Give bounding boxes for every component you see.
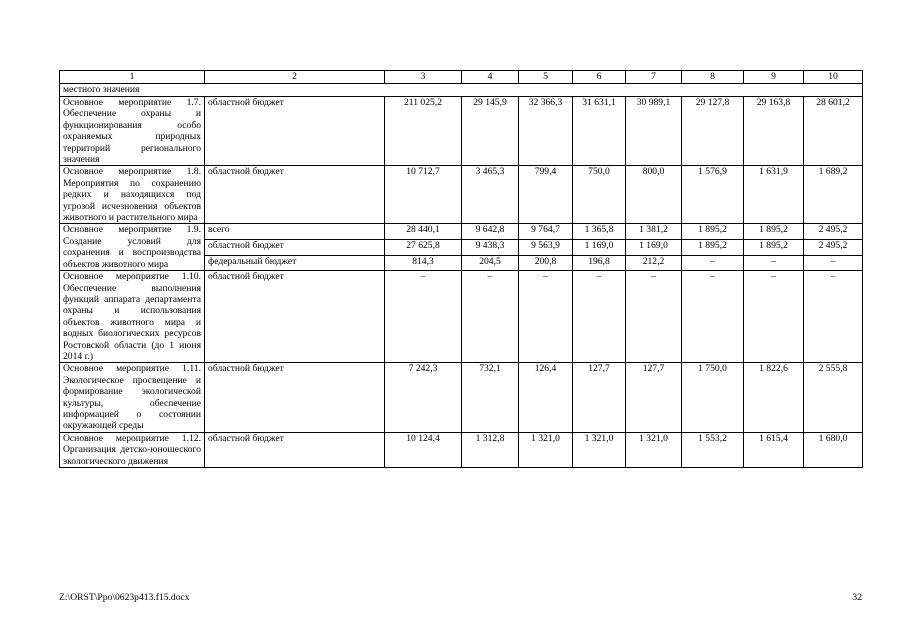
amount-cell: 196,8	[573, 255, 626, 271]
amount-cell: 127,7	[573, 363, 626, 432]
table-row	[60, 166, 863, 224]
table-row	[60, 97, 863, 166]
amount-cell: 1 631,9	[744, 166, 804, 224]
amount-cell: 27 625,8	[385, 240, 462, 256]
amount-cell: 3 465,3	[462, 166, 519, 224]
amount-cell: 1 822,6	[744, 363, 804, 432]
amount-cell: 732,1	[462, 363, 519, 432]
amount-cell: 750,0	[573, 166, 626, 224]
continuation-text: местного значения	[60, 84, 863, 97]
budget-table	[59, 70, 863, 468]
footer-file-path: Z:\ORST\Ppo\0623p413.f15.docx	[59, 592, 190, 603]
amount-cell: 814,3	[385, 255, 462, 271]
amount-cell: 29 163,8	[744, 97, 804, 166]
table-body	[60, 71, 863, 468]
funding-source-cell: областной бюджет	[205, 363, 385, 432]
funding-source-cell: всего	[205, 224, 385, 240]
amount-cell: 1 750,0	[682, 363, 744, 432]
amount-cell: 9 438,3	[462, 240, 519, 256]
amount-cell: 9 563,9	[519, 240, 573, 256]
amount-cell: 127,7	[626, 363, 682, 432]
amount-cell: 1 680,0	[804, 432, 863, 467]
column-number-cell: 5	[519, 71, 573, 84]
amount-cell: 30 989,1	[626, 97, 682, 166]
amount-cell: 1 321,0	[626, 432, 682, 467]
measure-name-cell: Основное мероприятие 1.7. Обеспечение охраны и функционирования особо охраняемых природных территорий регионального значения	[60, 97, 205, 166]
measure-name-cell: Основное мероприятие 1.11. Экологическое просвещение и формирование экологической культуры, обеспечение информацией о состоянии окружающей среды	[60, 363, 205, 432]
amount-cell: –	[462, 271, 519, 363]
amount-cell: 1 689,2	[804, 166, 863, 224]
funding-source-cell: областной бюджет	[205, 432, 385, 467]
column-number-cell: 3	[385, 71, 462, 84]
amount-cell: –	[682, 271, 744, 363]
column-number-cell: 9	[744, 71, 804, 84]
amount-cell: 10 124,4	[385, 432, 462, 467]
measure-name-cell: Основное мероприятие 1.10. Обеспечение выполнения функций аппарата департамента охраны и использования объектов животного мира и водных биологических ресурсов Ростовской области (до 1 июня 2014 г.)	[60, 271, 205, 363]
amount-cell: 29 127,8	[682, 97, 744, 166]
funding-source-cell: федеральный бюджет	[205, 255, 385, 271]
column-number-cell: 10	[804, 71, 863, 84]
amount-cell: 9 642,8	[462, 224, 519, 240]
amount-cell: –	[804, 255, 863, 271]
amount-cell: 800,0	[626, 166, 682, 224]
amount-cell: 1 381,2	[626, 224, 682, 240]
amount-cell: 1 321,0	[573, 432, 626, 467]
amount-cell: –	[573, 271, 626, 363]
funding-source-cell: областной бюджет	[205, 97, 385, 166]
amount-cell: 1 312,8	[462, 432, 519, 467]
amount-cell: 1 169,0	[626, 240, 682, 256]
table-row	[60, 432, 863, 467]
funding-source-cell: областной бюджет	[205, 240, 385, 256]
continuation-row	[60, 84, 863, 97]
column-number-cell: 7	[626, 71, 682, 84]
amount-cell: 31 631,1	[573, 97, 626, 166]
amount-cell: 1 365,8	[573, 224, 626, 240]
amount-cell: –	[744, 255, 804, 271]
funding-source-cell: областной бюджет	[205, 166, 385, 224]
amount-cell: 9 764,7	[519, 224, 573, 240]
measure-name-cell: Основное мероприятие 1.12. Организация детско-юношеского экологического движения	[60, 432, 205, 467]
amount-cell: 204,5	[462, 255, 519, 271]
amount-cell: 28 601,2	[804, 97, 863, 166]
amount-cell: –	[682, 255, 744, 271]
amount-cell: 29 145,9	[462, 97, 519, 166]
amount-cell: –	[744, 271, 804, 363]
funding-source-cell: областной бюджет	[205, 271, 385, 363]
amount-cell: 200,8	[519, 255, 573, 271]
column-number-cell: 4	[462, 71, 519, 84]
amount-cell: 126,4	[519, 363, 573, 432]
amount-cell: –	[804, 271, 863, 363]
amount-cell: 2 555,8	[804, 363, 863, 432]
measure-name-cell: Основное мероприятие 1.9. Создание условий для сохранения и воспроизводства объектов животного мира	[60, 224, 205, 271]
amount-cell: 1 615,4	[744, 432, 804, 467]
column-number-cell: 2	[205, 71, 385, 84]
amount-cell: –	[626, 271, 682, 363]
footer-page-number: 32	[852, 592, 862, 603]
column-number-cell: 1	[60, 71, 205, 84]
amount-cell: 1 895,2	[744, 240, 804, 256]
column-number-cell: 6	[573, 71, 626, 84]
amount-cell: 799,4	[519, 166, 573, 224]
amount-cell: –	[519, 271, 573, 363]
table-row	[60, 363, 863, 432]
amount-cell: 1 895,2	[744, 224, 804, 240]
amount-cell: 1 553,2	[682, 432, 744, 467]
amount-cell: 1 895,2	[682, 224, 744, 240]
measure-name-cell: Основное мероприятие 1.8. Мероприятия по сохранению редких и находящихся под угрозой исчезновения объектов животного и растительного мира	[60, 166, 205, 224]
amount-cell: 211 025,2	[385, 97, 462, 166]
amount-cell: 10 712,7	[385, 166, 462, 224]
amount-cell: 1 895,2	[682, 240, 744, 256]
amount-cell: 2 495,2	[804, 224, 863, 240]
amount-cell: 1 169,0	[573, 240, 626, 256]
amount-cell: –	[385, 271, 462, 363]
amount-cell: 1 576,9	[682, 166, 744, 224]
amount-cell: 1 321,0	[519, 432, 573, 467]
column-number-cell: 8	[682, 71, 744, 84]
table-row	[60, 271, 863, 363]
amount-cell: 212,2	[626, 255, 682, 271]
amount-cell: 2 495,2	[804, 240, 863, 256]
amount-cell: 7 242,3	[385, 363, 462, 432]
column-number-row	[60, 71, 863, 84]
amount-cell: 28 440,1	[385, 224, 462, 240]
table-row	[60, 224, 863, 240]
amount-cell: 32 366,3	[519, 97, 573, 166]
